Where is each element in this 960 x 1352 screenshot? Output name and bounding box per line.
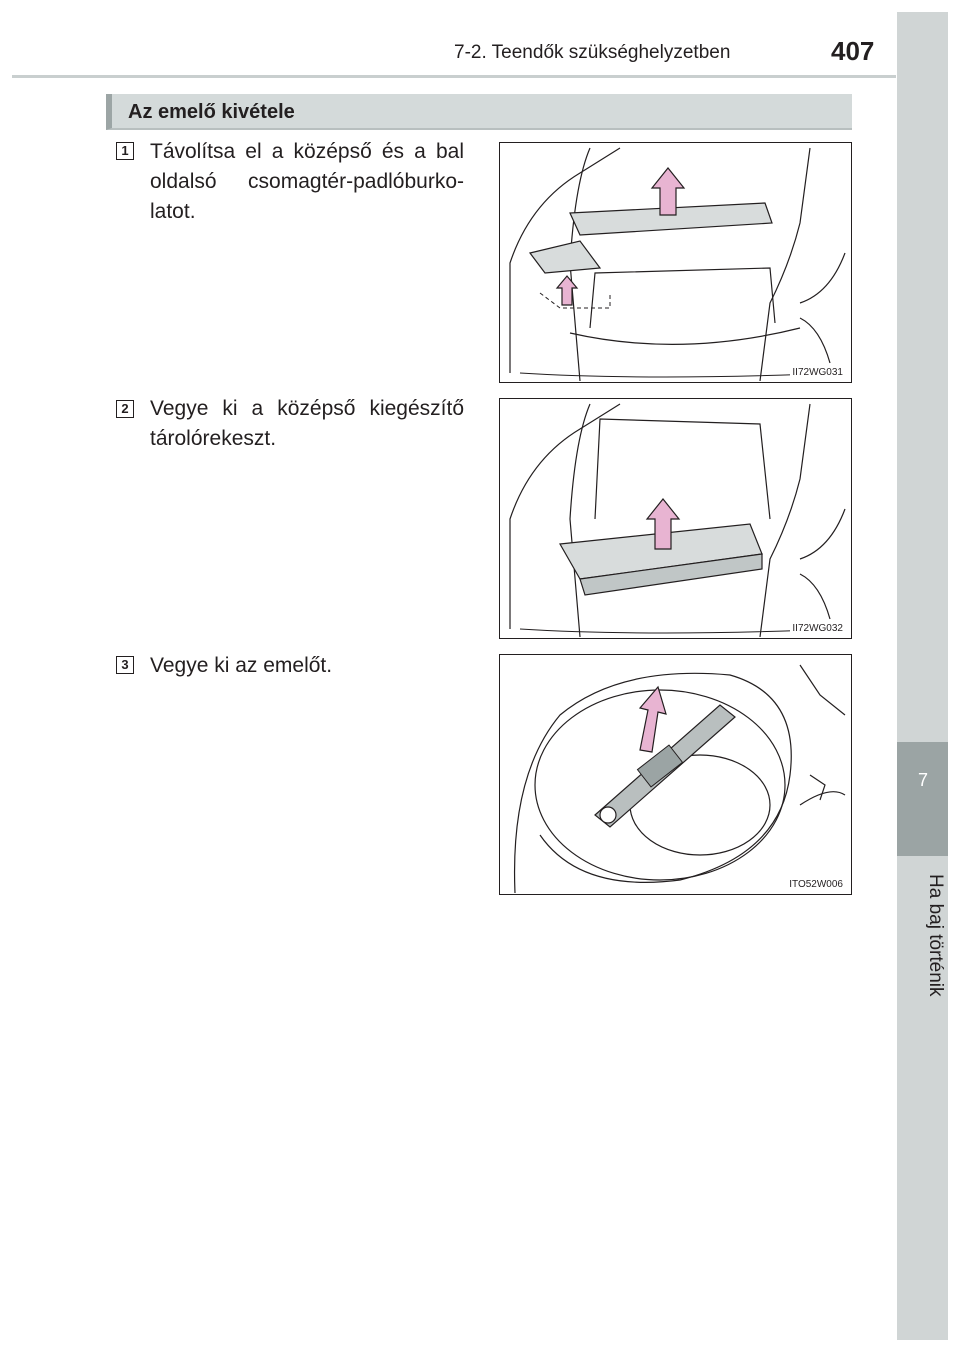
chapter-number: 7 [917, 770, 928, 790]
step-text-3: Vegye ki az emelőt. [150, 654, 333, 677]
chapter-tab-active[interactable] [897, 742, 948, 856]
figure-code: II72WG032 [792, 623, 843, 634]
spare-wheel-jack-illustration [500, 655, 850, 893]
figure-code: ITO52W006 [789, 879, 843, 890]
step-number-1: 1 [116, 142, 134, 160]
header-rule [12, 75, 896, 78]
chapter-side-tab [897, 12, 948, 1340]
trunk-open-illustration [500, 143, 850, 381]
figure-remove-storage-box [499, 398, 852, 639]
section-title: 7-2. Teendők szükséghelyzetben [454, 42, 731, 63]
trunk-storage-illustration [500, 399, 850, 637]
step-number-3: 3 [116, 656, 134, 674]
step-text-1: Távolítsa el a középső és a bal oldalsó csomagtér-padlóburko-latot. [150, 140, 464, 223]
figure-remove-floor-covers [499, 142, 852, 383]
figure-remove-jack [499, 654, 852, 895]
chapter-title: Ha baj történik [925, 873, 946, 997]
figure-code: II72WG031 [792, 367, 843, 378]
floor-cover-left [530, 241, 600, 273]
section-heading-text: Az emelő kivétele [128, 101, 295, 123]
lift-arrow-small-icon [557, 276, 577, 305]
page-number: 407 [831, 36, 875, 66]
lift-arrow-icon [640, 687, 666, 752]
step-text-2: Vegye ki a középső kiegészítő tárolórekeszt. [150, 397, 464, 450]
step-number-2: 2 [116, 400, 134, 418]
section-heading [106, 94, 852, 130]
